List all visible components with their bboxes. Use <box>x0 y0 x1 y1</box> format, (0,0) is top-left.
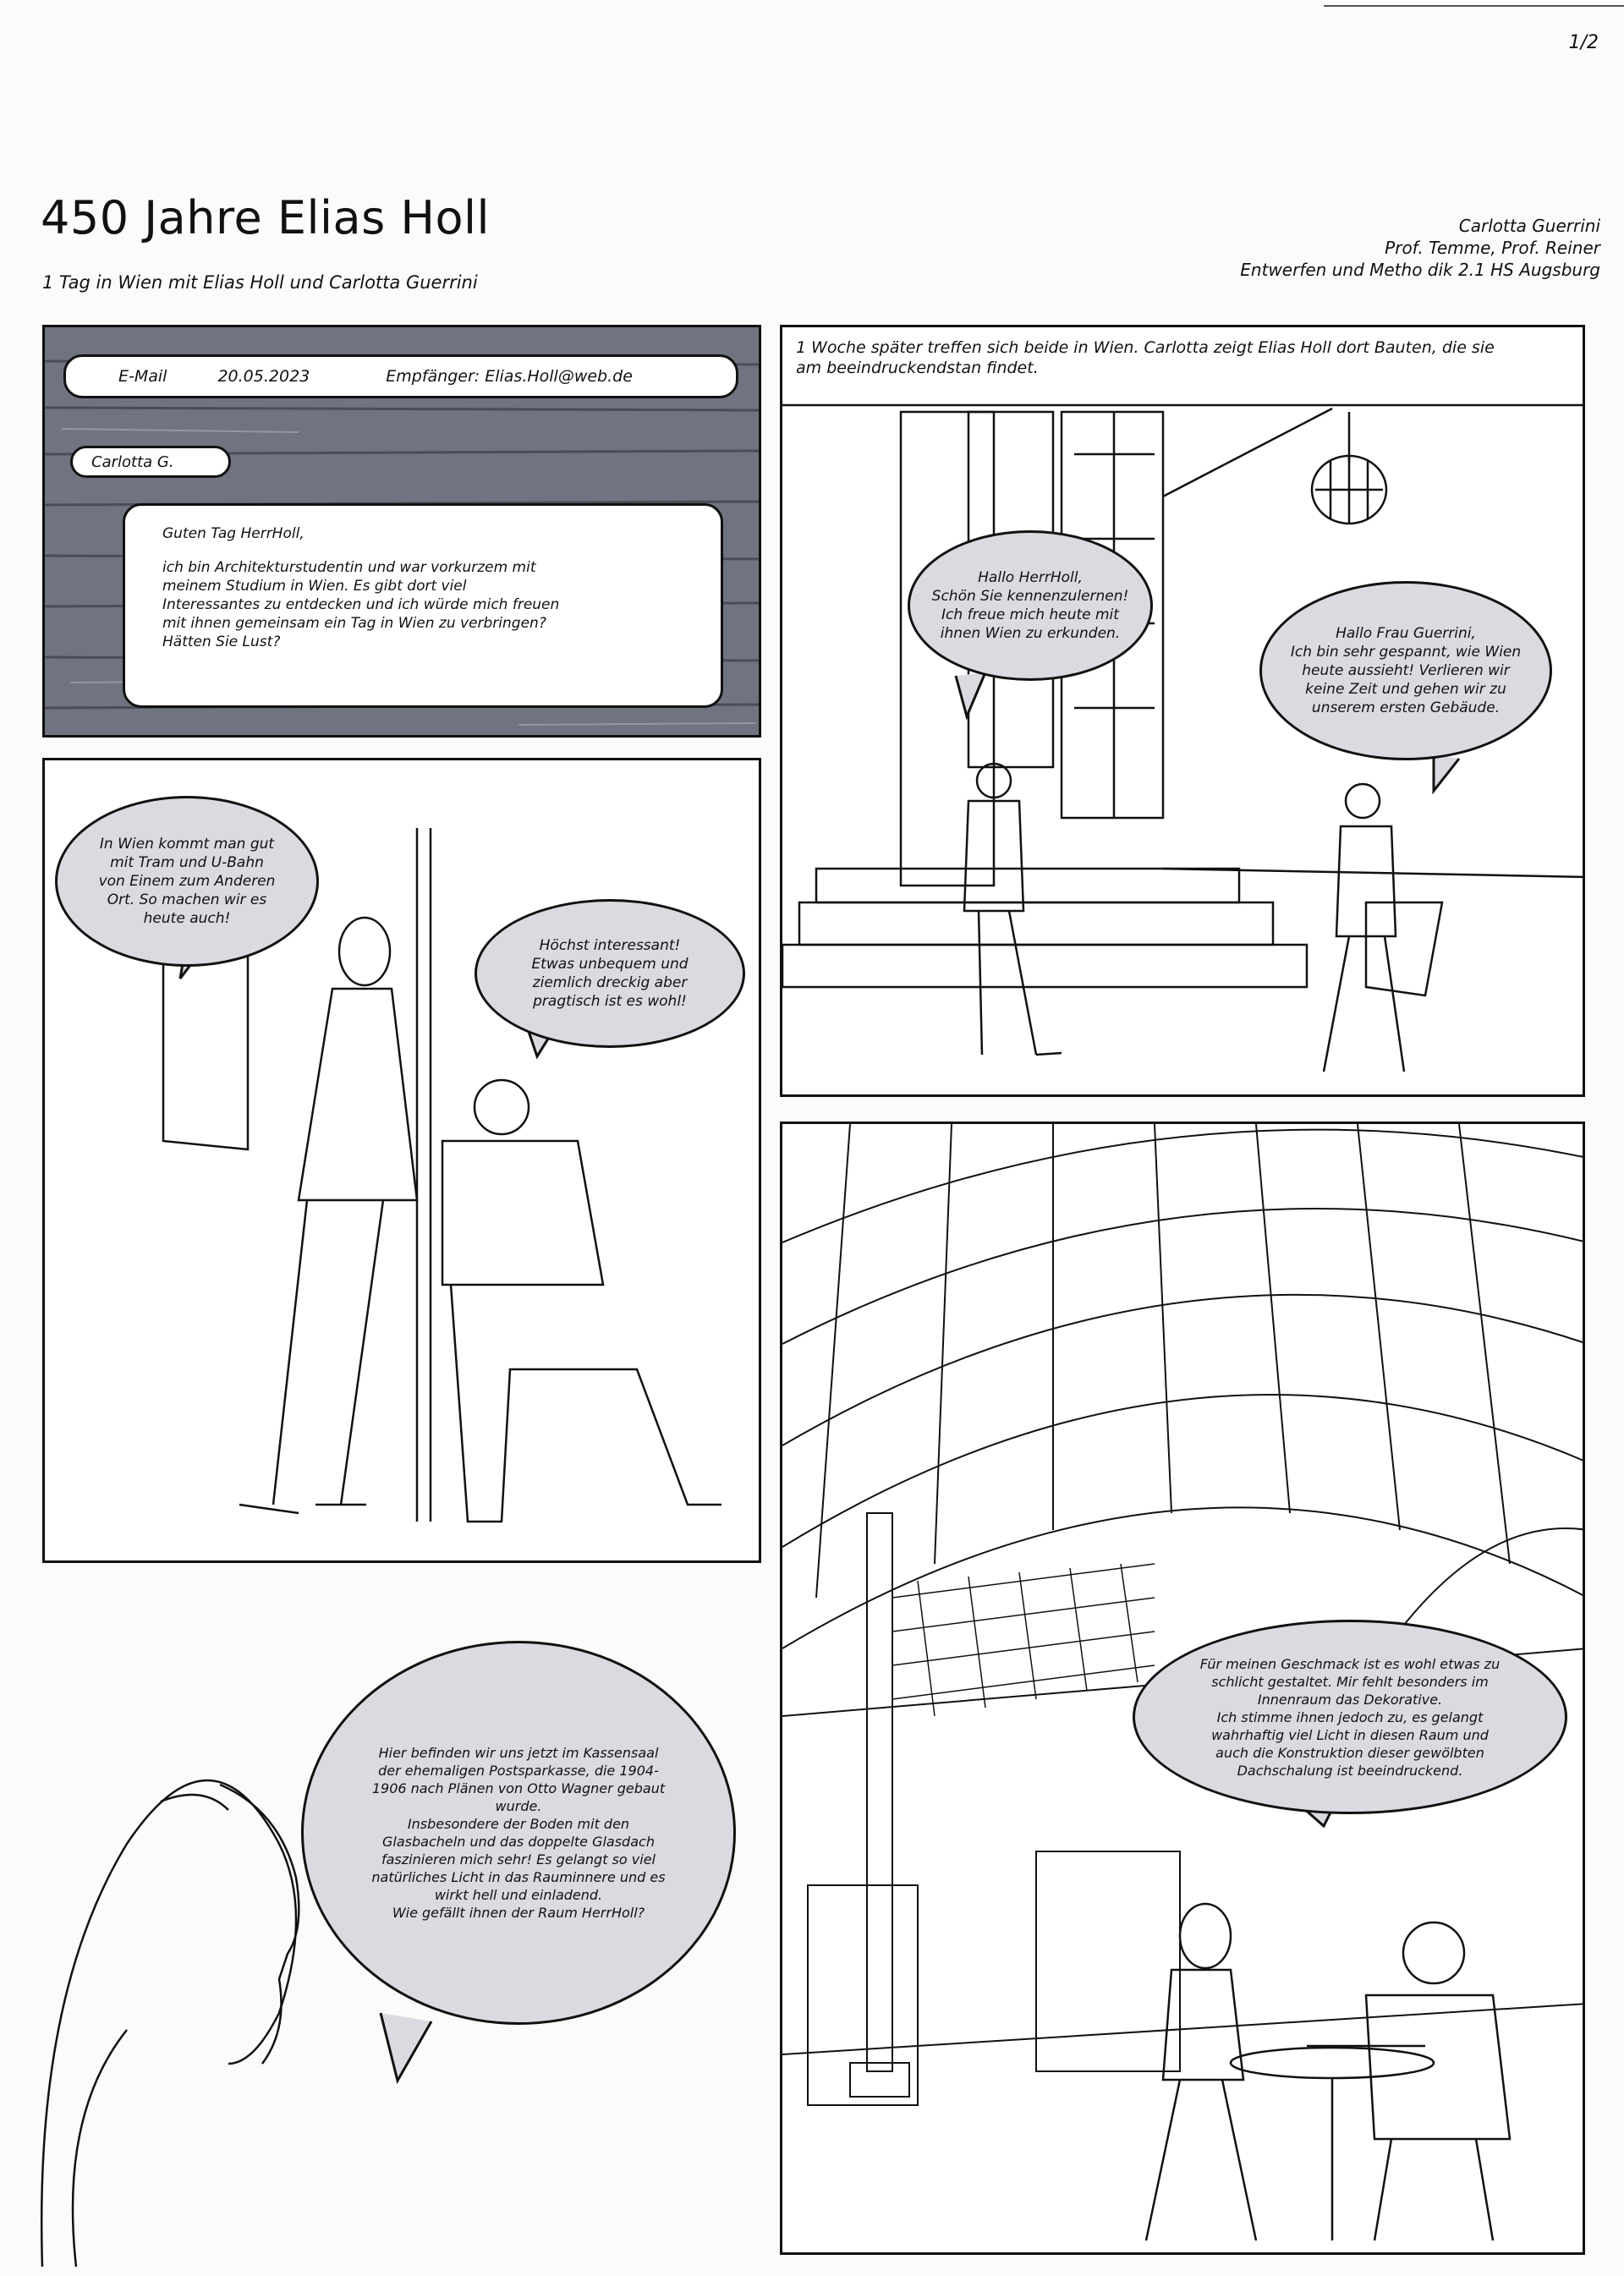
speech-bubble-holl-greeting: Hallo Frau Guerrini, Ich bin sehr gespannt, wie Wien heute aussieht! Verlieren wir keine Zeit und gehen wir zu unserem ersten Gebäude. <box>1259 581 1552 760</box>
figure-elias-holl <box>1307 1922 1510 2240</box>
figure-carlotta <box>1146 1904 1256 2240</box>
email-sender-tag <box>70 446 231 478</box>
figure-elias-holl <box>442 1080 721 1522</box>
panel-email <box>42 325 761 738</box>
figure-carlotta <box>964 764 1062 1055</box>
panel-kassensaal <box>780 1122 1585 2255</box>
figure-elias-holl <box>1324 784 1404 1072</box>
panel-tram <box>42 758 761 1563</box>
email-recipient: Empfänger: Elias.Holl@web.de <box>386 367 633 386</box>
credit-author: Carlotta Guerrini <box>1458 216 1600 236</box>
speech-bubble-carlotta-tram: In Wien kommt man gut mit Tram und U-Bahn von Einem zum Anderen Ort. So machen wir es heute auch! <box>55 796 319 967</box>
page-subtitle: 1 Tag in Wien mit Elias Holl und Carlotta Guerrini <box>42 272 478 293</box>
credits <box>1240 215 1600 281</box>
email-greeting: Guten Tag HerrHoll, <box>162 525 304 542</box>
credit-course: Entwerfen und Metho dik 2.1 HS Augsburg <box>1240 260 1600 280</box>
email-header-bar <box>63 354 738 398</box>
email-body-box <box>123 503 723 708</box>
email-sender: Carlotta G. <box>91 452 174 471</box>
panel-explanation <box>25 1590 770 2267</box>
speech-bubble-holl-tram: Höchst interessant! Etwas unbequem und ziemlich dreckig aber pragtisch ist es wohl! <box>475 899 745 1048</box>
speech-bubble-carlotta-greeting: Hallo HerrHoll, Schön Sie kennenzulernen! Ich freue mich heute mit ihnen Wien zu erkunden. <box>908 530 1153 681</box>
email-type: E-Mail <box>118 367 167 386</box>
panel-meeting <box>780 325 1585 1097</box>
panel-caption: 1 Woche später treffen sich beide in Wien. Carlotta zeigt Elias Holl dort Bauten, die sie am beeindruckendstan findet. <box>796 338 1495 377</box>
figure-carlotta <box>239 918 417 1513</box>
speech-bubble-holl-opinion: Für meinen Geschmack ist es wohl etwas zu schlicht gestaltet. Mir fehlt besonders im Innenraum das Dekorative. Ich stimme ihnen jedoch zu, es gelangt wahrhaftig viel Licht in diesen Raum und auch die Konstruktion dieser gewölbten Dachschalung ist beeindruckend. <box>1133 1620 1567 1814</box>
email-body: ich bin Architekturstudentin und war vorkurzem mit meinem Studium in Wien. Es gibt dort viel Interessantes zu entdecken und ich würde mich freuen mit ihnen gemeinsam ein Tag in Wien zu verbringen? Hätten Sie Lust? <box>162 559 560 650</box>
page-title: 450 Jahre Elias Holl <box>41 191 491 244</box>
page-number: 1/2 <box>1568 32 1599 53</box>
credit-professors: Prof. Temme, Prof. Reiner <box>1385 238 1600 258</box>
top-rule <box>1324 5 1624 7</box>
email-date: 20.05.2023 <box>217 367 310 386</box>
speech-bubble-carlotta-explanation: Hier befinden wir uns jetzt im Kassensaal der ehemaligen Postsparkasse, die 1904- 1906 nach Plänen von Otto Wagner gebaut wurde. Insbesondere der Boden mit den Glasbacheln und das doppelte Glasdach faszinieren mich sehr! Es gelangt so viel natürliches Licht in das Rauminnere und es wirkt hell und einladend. Wie gefällt ihnen der Raum HerrHoll? <box>301 1641 736 2025</box>
